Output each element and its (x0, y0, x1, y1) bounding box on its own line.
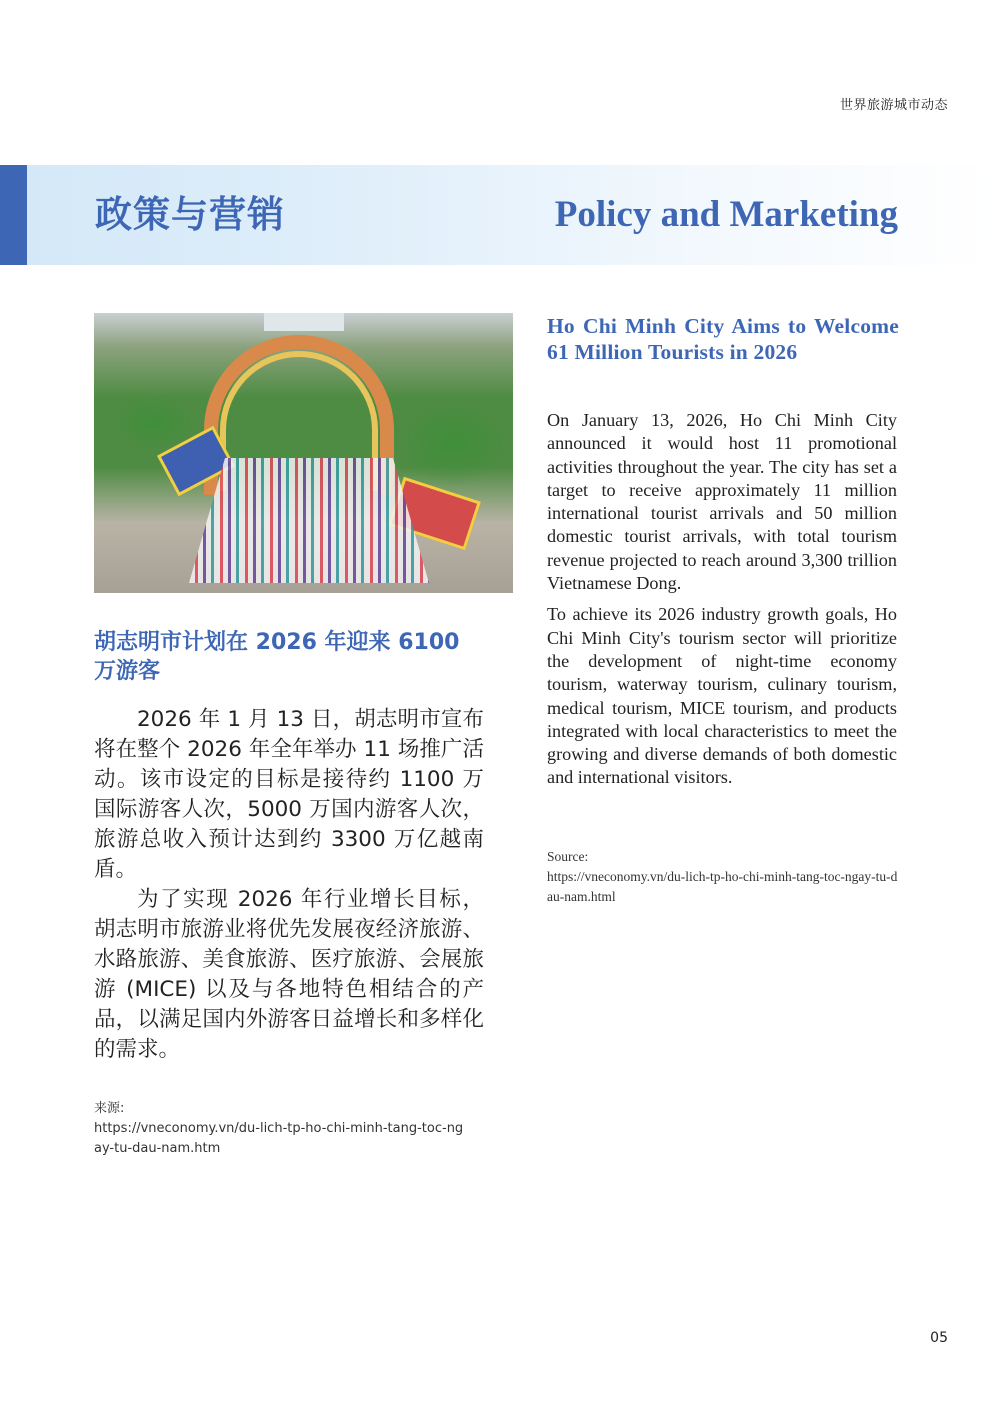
article-paragraph-en: On January 13, 2026, Ho Chi Minh City announced it would host 11 promotional activities throughout the year. The city has set a target to receive approximately 11 million international tourist arrivals and 50 million domestic tourist arrivals, with total tourism revenue projected to reach around 3,300 trillion Vietnamese Dong. (547, 410, 897, 594)
section-accent-stripe (0, 165, 27, 265)
article-body-cn (94, 705, 484, 1065)
source-link-en[interactable]: https://vneconomy.vn/du-lich-tp-ho-chi-minh-tang-toc-ngay-tu-dau-nam.html (547, 869, 898, 904)
article-body-en (547, 409, 897, 798)
section-title-en: Policy and Marketing (554, 194, 898, 235)
photo-sky (264, 313, 344, 331)
source-cn (94, 1099, 484, 1159)
article-paragraph-en: To achieve its 2026 industry growth goals, Ho Chi Minh City's tourism sector will prioritize the development of night-time economy tourism, waterway tourism, culinary tourism, medical tourism, MICE tourism, and products integrated with local characteristics to meet the growing and diverse demands of both domestic and international visitors. (547, 604, 897, 788)
source-link-cn[interactable]: https://vneconomy.vn/du-lich-tp-ho-chi-minh-tang-toc-ngay-tu-dau-nam.htm (94, 1121, 464, 1156)
article-paragraph-cn: 为了实现 2026 年行业增长目标，胡志明市旅游业将优先发展夜经济旅游、水路旅游、美食旅游、医疗旅游、会展旅游 (MICE) 以及与各地特色相结合的产品，以满足国内外游客日益增长和多样化的需求。 (94, 887, 484, 1062)
article-paragraph-cn: 2026 年 1 月 13 日，胡志明市宣布将在整个 2026 年全年举办 11 场推广活动。该市设定的目标是接待约 1100 万国际游客人次，5000 万国内游客人次，旅游总收入预计达到约 3300 万亿越南盾。 (94, 707, 484, 882)
section-header-band (0, 165, 992, 265)
source-label-en: Source: (547, 849, 589, 864)
source-en (547, 847, 899, 907)
festival-photo (94, 313, 513, 593)
article-heading-cn: 胡志明市计划在 2026 年迎来 6100 万游客 (94, 630, 460, 684)
section-title-cn: 政策与营销 (95, 193, 285, 236)
source-label-cn: 来源: (94, 1101, 125, 1116)
article-heading-en: Ho Chi Minh City Aims to Welcome 61 Million Tourists in 2026 (547, 314, 899, 364)
running-header: 世界旅游城市动态 (839, 98, 948, 113)
page-number: 05 (930, 1330, 948, 1346)
photo-crowd (189, 458, 429, 583)
